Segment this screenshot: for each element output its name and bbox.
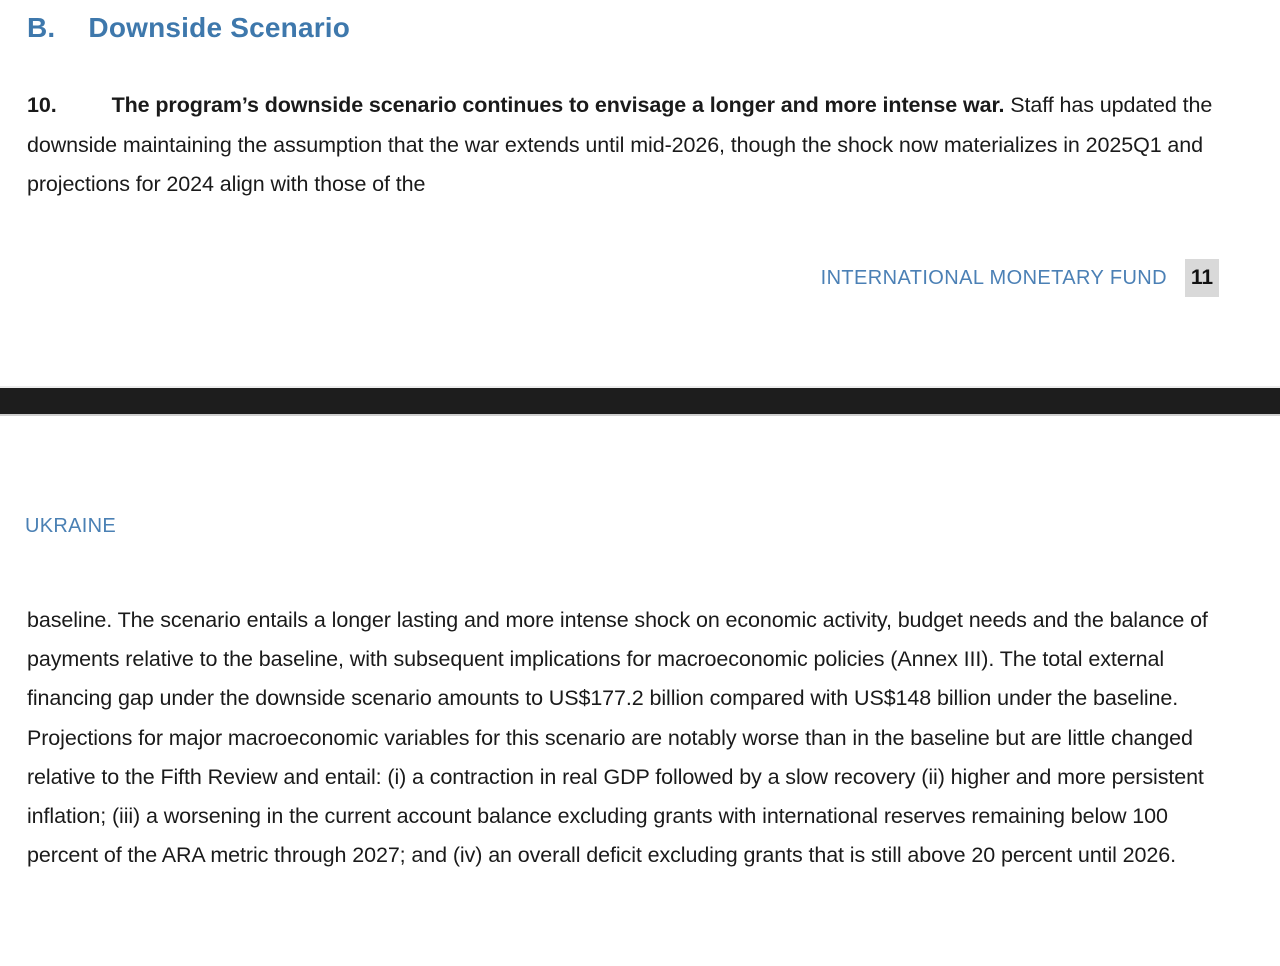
section-title: Downside Scenario [88, 12, 351, 43]
body-paragraph: baseline. The scenario entails a longer lasting and more intense shock on economic activity, budget needs and the balance of payments relative to the baseline, with subsequent implications for macroeconomic policies (Annex III). The total external financing gap under the downside scenario amounts to US$177.2 billion compared with US$148 billion under the baseline. Projections for major macroeconomic variables for this scenario are notably worse than in the baseline but are little changed relative to the Fifth Review and entail: (i) a contraction in real GDP followed by a slow recovery (ii) higher and more persistent inflation; (iii) a worsening in the current account balance excluding grants with international reserves remaining below 100 percent of the ARA metric through 2027; and (iv) an overall deficit excluding grants that is still above 20 percent until 2026. [27, 608, 1208, 868]
paragraph-lead-bold: The program’s downside scenario continues to envisage a longer and more intense war. [111, 93, 1005, 117]
document-page-top [0, 416, 1280, 966]
running-header: UKRAINE [25, 515, 117, 537]
document-page-bottom [0, 0, 1280, 387]
page-footer [821, 259, 1219, 297]
section-heading [27, 12, 350, 44]
page-number-badge: 11 [1185, 259, 1219, 297]
paragraph-number: 10. [27, 93, 57, 117]
footer-organization-label: INTERNATIONAL MONETARY FUND [820, 266, 1167, 289]
section-letter: B. [27, 12, 56, 43]
paragraph-10 [27, 86, 1227, 205]
paragraph-body-text: Staff has updated the downside maintaining the assumption that the war extends until mid-2026, though the shock now materializes in 2025Q1 and projections for 2024 align with those of the [27, 93, 1213, 196]
page-separator-bar [0, 386, 1280, 416]
